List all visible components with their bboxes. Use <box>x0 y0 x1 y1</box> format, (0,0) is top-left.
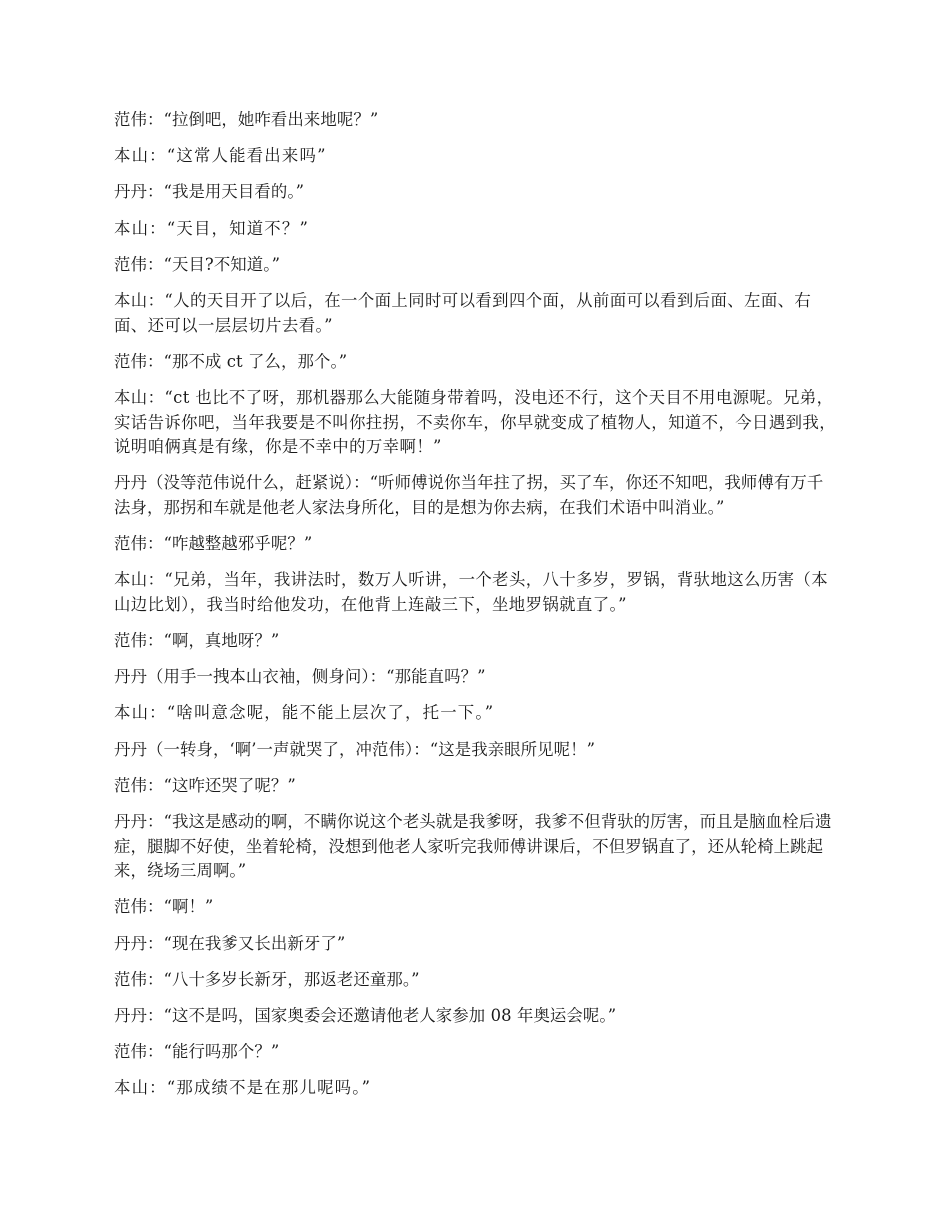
dialogue-line: 本山：“那成绩不是在那儿呢吗。” <box>114 1078 372 1098</box>
dialogue-paragraph: 本山：“人的天目开了以后，在一个面上同时可以看到四个面，从前面可以看到后面、左面、右面、还可以一层层切片去看。” <box>114 290 812 335</box>
dialogue-line: 范伟：“啊，真地呀？” <box>114 631 280 651</box>
dialogue-paragraph: 本山：“兄弟，当年，我讲法时，数万人听讲，一个老头，八十多岁，罗锅，背驮地这么历害（本山边比划），我当时给他发功，在他背上连敲三下，坐地罗锅就直了。” <box>114 570 828 614</box>
dialogue-line: 范伟：“咋越整越邪乎呢？” <box>114 534 313 554</box>
dialogue-paragraph: 丹丹：“我这是感动的啊，不瞒你说这个老头就是我爹呀，我爹不但背驮的厉害，而且是脑血栓后遗症，腿脚不好使，坐着轮椅，没想到他老人家听完我师傅讲课后，不但罗锅直了，还从轮椅上跳起来，绕场三周啊。” <box>114 811 832 881</box>
dialogue-line: 范伟：“天目?不知道。” <box>114 254 281 274</box>
dialogue-paragraph: 本山：“ct 也比不了呀，那机器那么大能随身带着吗，没电还不行，这个天目不用电源呢。兄弟，实话告诉你吧，当年我要是不叫你拄拐，不卖你车，你早就变成了植物人，知道不，今日遇到我，说明咱俩真是有缘，你是不幸中的万幸啊！” <box>114 387 836 457</box>
dialogue-paragraph: 丹丹（没等范伟说什么，赶紧说）：“听师傅说你当年拄了拐，买了车，你还不知吧，我师傅有万千法身，那拐和车就是他老人家法身所化，目的是想为你去病，在我们术语中叫消业。” <box>114 473 824 517</box>
dialogue-line: 范伟：“啊！” <box>114 897 214 917</box>
dialogue-line: 范伟：“拉倒吧，她咋看出来地呢？” <box>114 110 379 129</box>
dialogue-line: 范伟：“八十多岁长新牙，那返老还童那。” <box>114 969 420 989</box>
dialogue-line: 本山：“啥叫意念呢，能不能上层次了，托一下。” <box>114 703 495 723</box>
dialogue-line: 本山：“天目，知道不？” <box>114 218 310 238</box>
dialogue-line: 丹丹：“现在我爹又长出新牙了” <box>114 933 346 953</box>
dialogue-line: 范伟：“这咋还哭了呢？” <box>114 775 296 795</box>
dialogue-line: 范伟：“能行吗那个？” <box>114 1042 280 1062</box>
dialogue-line: 丹丹（一转身，‘啊’一声就哭了，冲范伟）：“这是我亲眼所见呢！” <box>114 739 596 759</box>
dialogue-line: 丹丹：“我是用天目看的。” <box>114 182 305 202</box>
dialogue-line: 丹丹：“这不是吗，国家奥委会还邀请他老人家参加 08 年奥运会呢。” <box>114 1005 617 1025</box>
document-page <box>114 108 838 1112</box>
dialogue-line: 本山：“这常人能看出来吗” <box>114 146 327 166</box>
dialogue-line: 丹丹（用手一拽本山衣袖，侧身问）：“那能直吗？” <box>114 667 486 687</box>
dialogue-line: 范伟：“那不成 ct 了么，那个。” <box>114 351 348 371</box>
